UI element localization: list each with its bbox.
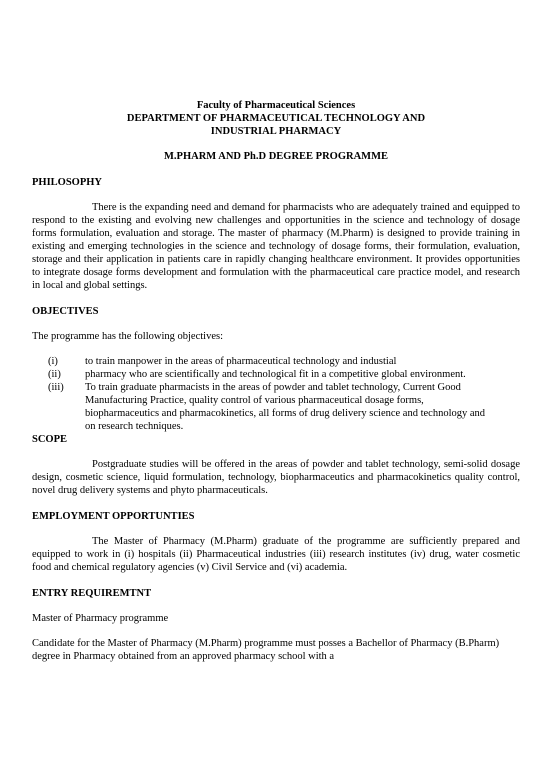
objectives-heading: OBJECTIVES xyxy=(32,306,99,317)
faculty-title: Faculty of Pharmaceutical Sciences xyxy=(196,100,356,111)
list-item-text: pharmacy who are scientifically and technological fit in a competitive global environment. xyxy=(85,369,466,380)
department-title-line1: DEPARTMENT OF PHARMACEUTICAL TECHNOLOGY AND xyxy=(126,113,426,124)
list-item-text: to train manpower in the areas of pharmaceutical technology and industial xyxy=(85,356,397,367)
programme-title: M.PHARM AND Ph.D DEGREE PROGRAMME xyxy=(164,151,388,162)
entry-heading: ENTRY REQUIREMTNT xyxy=(32,588,152,599)
document-content xyxy=(32,99,520,663)
list-item xyxy=(32,381,520,433)
entry-paragraph: Candidate for the Master of Pharmacy (M.Pharm) programme must posses a Bachellor of Pharmacy (B.Pharm) degree in Pharmacy obtained from an approved pharmacy school with a xyxy=(32,638,500,662)
list-item xyxy=(32,355,520,368)
objectives-intro: The programme has the following objectives: xyxy=(32,331,223,342)
philosophy-paragraph: There is the expanding need and demand for pharmacists who are adequately trained and equipped to respond to the existing and evolving new challenges and opportunities in the science and technology of dosage forms formulation, evaluation and storage. The master of pharmacy (M.Pharm) is designed to provide training in existing and emerging technologies in the science and technology of dosage forms, their formulation, evaluation, storage and their application in patients care in rapidly changing healthcare environment. It provides opportunities to integrate dosage forms development and formulation with the pharmaceutical care practice model, and research in local and global settings. xyxy=(32,202,520,291)
scope-heading: SCOPE xyxy=(32,434,68,445)
employment-heading: EMPLOYMENT OPPORTUNTIES xyxy=(32,511,195,522)
list-item-number: (ii) xyxy=(48,369,61,380)
employment-paragraph: The Master of Pharmacy (M.Pharm) graduate of the programme are sufficiently prepared and equipped to work in (i) hospitals (ii) Pharmaceutical industries (iii) research institutes (iv) drug, water cosmetic food and chemical regulatory agencies (v) Civil Service and (vi) academia. xyxy=(32,536,520,573)
list-item-number: (iii) xyxy=(48,382,64,393)
list-item xyxy=(32,368,520,381)
list-item-text: To train graduate pharmacists in the areas of powder and tablet technology, Current Good Manufacturing Practice, quality control of various pharmaceutical dosage forms, biopharmaceutics and pharmacokinetics, all forms of drug delivery science and technology and on research techniques. xyxy=(85,382,486,432)
list-item-number: (i) xyxy=(48,356,58,367)
scope-paragraph: Postgraduate studies will be offered in the areas of powder and tablet technology, semi-solid dosage design, cosmetic science, liquid formulation, technology, biopharmaceutics and pharmacokinetics quality control, novel drug delivery systems and phyto pharmaceuticals. xyxy=(32,459,520,496)
philosophy-heading: PHILOSOPHY xyxy=(32,177,103,188)
department-title-line2: INDUSTRIAL PHARMACY xyxy=(210,126,342,137)
entry-subheading: Master of Pharmacy programme xyxy=(32,613,169,624)
objectives-list xyxy=(32,355,520,433)
